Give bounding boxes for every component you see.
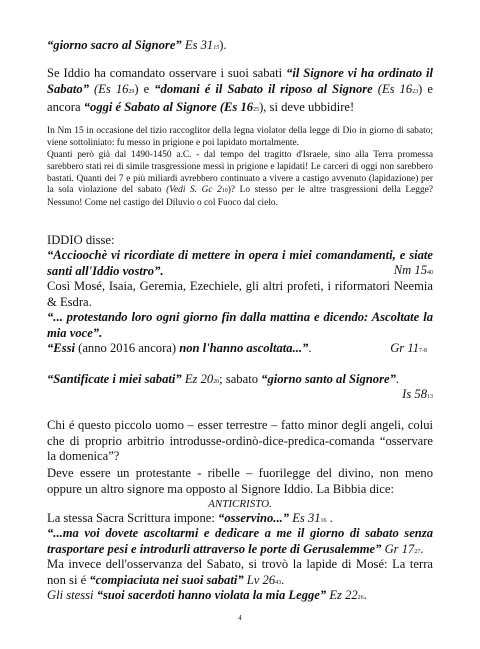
quote-essi: “Essi (anno 2016 ancora) non l'hanno ascoltata...”. <box>47 341 312 355</box>
iddio-disse: IDDIO disse: <box>47 233 115 247</box>
ref-is58: Is 5813 <box>402 387 433 401</box>
line-giorno-sacro: “giorno sacro al Signore” Es 3115). <box>47 38 227 52</box>
small-paragraph-quanti: Quanti però già dal 1490-1450 a.C. - dal tempo del tragitto d'Israele, sino alla Terra promessa sarebbero stati rei di simile trasgressione messi in prigione e lapidati! Le carceri di oggi non sarebbero bastati. Quanti dei 7 e più miliardi avrebbero continuato a vivere a castigo avvenuto (lapidazione) per la sola violazione del sabato (Vedi S. Gc 210)? Lo stesso per le altre trasgressioni della Legge? Nessuno! Come nel castigo del Diluvio o col Fuoco dal cielo. <box>47 150 433 209</box>
quote-santificate: “Santificate i miei sabati” Ez 2020; sabato “giorno santo al Signore”. <box>47 372 400 386</box>
paragraph-deve-essere: Deve essere un protestante - ribelle – fuorilegge del divino, non meno oppure un altro signore ma opposto al Signore Iddio. La Bibbia dice: <box>47 466 433 496</box>
quote-ma-voi: “...ma voi dovete ascoltarmi e dedicare a me il giorno di sabato senza trasportare pesi e introdurli attraverso le porte di Gerusalemme” Gr 1727. <box>47 526 433 556</box>
paragraph-comandato: Se Iddio ha comandato osservare i suoi sabati “il Signore vi ha ordinato il Sabato” (Es 1629) e “domani é il Sabato il riposo al Signore (Es 1623) e ancora “oggi é Sabato al Signore (Es 1625), si deve ubbidire! <box>47 66 433 114</box>
quote-accioche: “Accioochè vi ricordiate di mettere in opera i miei comandamenti, e siate santi all'Iddio vostro”. <box>47 248 433 278</box>
paragraph-chi-e: Chi é questo piccolo uomo – esser terrestre – fatto minor degli angeli, colui che di proprio arbitrio introdusse-ordinò-dice-predica-comanda “osservare la domenica”? <box>47 418 433 463</box>
line-stessa-scrittura: La stessa Sacra Scrittura impone: “osservino...” Es 3116 . <box>47 511 333 525</box>
small-paragraph-nm15: In Nm 15 in occasione del tizio raccoglitor della legna violator della legge di Dio in giorno di sabato; viene sottoliniato: fu messo in prigione e poi lapidato mortalmente. <box>47 126 433 148</box>
line-cosi-mose: Così Mosé, Isaia, Geremia, Ezechiele, gli altri profeti, i riformatori Neemia & Esdra. <box>47 279 433 309</box>
ref-gr11: Gr 117-8 <box>390 341 427 355</box>
paragraph-ma-invece: Ma invece dell'osservanza del Sabato, si trovò la lapide di Mosé: La terra non si é “compiaciuta nei suoi sabati” Lv 2643. <box>47 557 433 587</box>
page-number: 4 <box>238 614 242 622</box>
quote-protestando: “... protestando loro ogni giorno fin dalla mattina e dicendo: Ascoltate la mia voce”. <box>47 310 433 340</box>
ref-nm15: Nm 1540 <box>393 263 433 277</box>
anticristo: ANTICRISTO. <box>208 498 272 510</box>
line-gli-stessi: Gli stessi “suoi sacerdoti hanno violata la mia Legge” Ez 2226. <box>47 588 367 602</box>
